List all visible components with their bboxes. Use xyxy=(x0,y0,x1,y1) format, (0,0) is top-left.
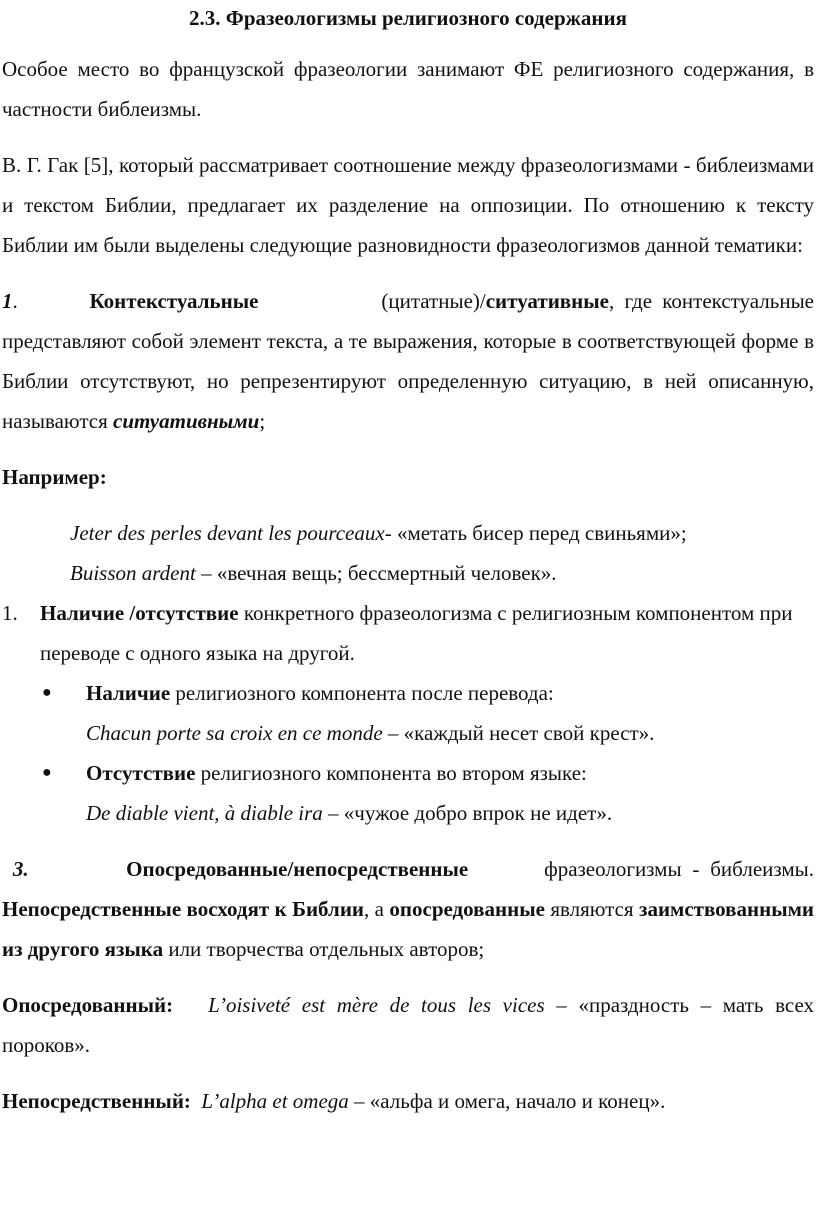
example-1: Jeter des perles devant les pourceaux- «метать бисер перед свиньями»; xyxy=(70,521,687,545)
example-label: Например: xyxy=(2,465,107,489)
bullet-icon: ● xyxy=(42,684,52,701)
list-item-presence: 1. Наличие /отсутствие конкретного фразеологизма с религиозным компонентом при переводе с одного языка на другой. xyxy=(2,601,793,665)
paragraph-intro: Особое место во французской фразеологии занимают ФЕ религиозного содержания, в частности библеизмы. xyxy=(2,57,814,121)
term-mediated: Опосредованные/непосредственные xyxy=(126,857,469,881)
example-2: Buisson ardent – «вечная вещь; бессмертный человек». xyxy=(70,561,557,585)
paragraph-mediated: 3. Опосредованные/непосредственные фразеологизмы - библеизмы. Непосредственные восходят к Библии, а опосредованные являются заимствованными из другого языка или творчества отдельных авторов; xyxy=(2,857,815,961)
paragraph-gak: В. Г. Гак [5], который рассматривает соотношение между фразеологизмами - библеизмами и текстом Библии, предлагает их разделение на оппозиции. По отношению к тексту Библии им были выделены следующие разновидности фразеологизмов данной тематики: xyxy=(2,153,814,257)
section-title: 2.3. Фразеологизмы религиозного содержания xyxy=(189,6,627,30)
bullet-presence: ● Наличие религиозного компонента после перевода: Chacun porte sa croix en ce monde – «каждый несет свой крест». xyxy=(2,673,814,753)
paragraph-contextual: 1. Контекстуальные (цитатные)/ситуативные, где контекстуальные представляют собой элемент текста, а те выражения, которые в соответствующей форме в Библии отсутствуют, но репрезентируют определенную ситуацию, в ней описанную, называются ситуативными; xyxy=(2,289,814,433)
term-situational: ситуативные xyxy=(485,289,609,313)
example-direct: Непосредственный: L’alpha et omega – «альфа и омега, начало и конец». xyxy=(2,1089,666,1113)
term-contextual: Контекстуальные xyxy=(89,289,259,313)
item-number: 3. xyxy=(12,857,29,881)
bullet-absence: ● Отсутствие религиозного компонента во втором языке: De diable vient, à diable ira – «чужое добро впрок не идет». xyxy=(2,753,814,833)
term-presence-absence: Наличие /отсутствие xyxy=(40,601,239,625)
item-number: 1 xyxy=(2,289,13,313)
term-situational-emph: ситуативными xyxy=(113,409,260,433)
bullet-icon: ● xyxy=(42,764,52,781)
example-indirect: Опосредованный: L’oisiveté est mère de tous les vices – «праздность – мать всех пороков». xyxy=(2,993,814,1057)
